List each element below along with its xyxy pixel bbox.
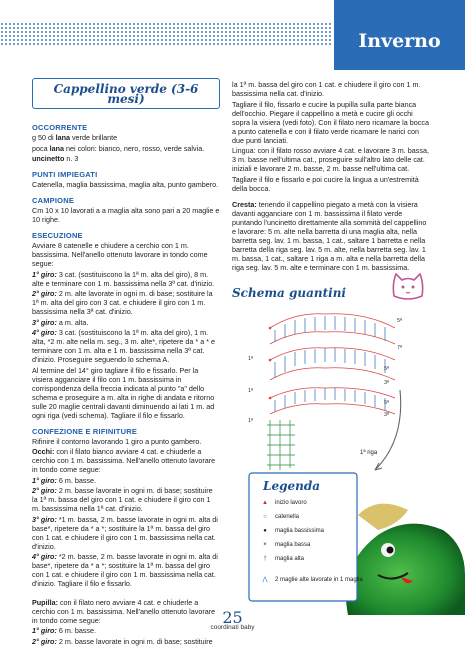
cresta-text: Cresta: tenendo il cappellino piegato a metà con la visiera davanti agganciare con 1 m. bassissima il filato verde puntando l'uncinetto direttamente alla sommità del cappellino e lavorare: 5 m. alte nella barretta di una maglia alta, nella barretta seg. lav. 1 m. bassa, 1 cat., saltare 1 barretta e nella barretta della riga seg. lav. 5 m. alte, nella barretta seg. lav. 1 m. bassa, 1 cat., saltare 1 riga a m. alta e nella barretta della riga seg. lav. 5 m. alte e terminare con 1 m. bassissima.: [232, 200, 427, 272]
esecuzione-intro: Avviare 8 catenelle e chiudere a cerchio con 1 m. bassissima. Nell'anello ottenuto lavorare in tondo come segue:: [32, 241, 208, 268]
punti-heading: PUNTI IMPIEGATI: [32, 170, 98, 179]
right-column: [232, 80, 432, 274]
legend-item: ● maglia bassissima: [258, 528, 324, 534]
esecuzione-row: 3° giro: a m. alta.: [32, 317, 89, 327]
campione-text: Cm 10 x 10 lavorati a a maglia alta sono pari a 20 maglie e 10 righe.: [32, 206, 220, 224]
crochet-chart: [255, 300, 415, 480]
chart-row-label: 5ª: [384, 400, 390, 406]
campione-heading: CAMPIONE: [32, 196, 75, 205]
legend-item: ▲ inizio lavoro: [258, 500, 307, 506]
chart-row-label: 1ª: [248, 418, 254, 424]
right-text: Tagliare il filo, fissarlo e cucire la pupilla sulla parte bianca dell'occhio. Piegare il cappellino a metà e cucire gli occhi sopra la visiera (vedi foto). Con il filato nero ricamare la bocca a punto catenella e con il filato verde ricamare le narici con due punti lanciati.: [232, 99, 429, 145]
riga-label: 1ª riga: [360, 450, 378, 456]
occhi-row: 2° giro: 2 m. basse lavorate in ogni m. di base; sostituire la 1ª m. bassa del giro con 1 cat. e chiudere il giro con 1 m. bassissima nella 1ª cat. d'inizio.: [32, 486, 213, 513]
esecuzione-row: 1° giro: 3 cat. (sostituiscono la 1ª m. alta del giro), 8 m. alte e terminare con 1 m. bassissima nella 3ª cat. d'inizio.: [32, 269, 215, 288]
section-title: Inverno: [358, 30, 441, 52]
pupilla-row: 2° giro: 2 m. basse lavorate in ogni m. di base; sostituire: [32, 636, 213, 646]
slip-stitch-icon: ●: [263, 528, 267, 534]
increase-icon: ⋀: [262, 577, 268, 583]
magazine-name: coordinati baby: [210, 624, 255, 631]
legend-title: Legenda: [263, 479, 320, 493]
legend-item: × maglia bassa: [258, 542, 310, 548]
chart-row-label: 3ª: [384, 380, 390, 386]
pupilla-text: Pupilla: con il filato nero avviare 4 cat. e chiuderle a cerchio con 1 m. bassissima. Nell'anello ottenuto lavorare in tondo come segue:: [32, 597, 216, 625]
right-text: Tagliare il filo e fissarlo e poi cucire la lingua a un'estremità della bocca.: [232, 174, 419, 193]
pupilla-row: 1° giro: 6 m. basse.: [32, 626, 96, 635]
occorrente-heading: OCCORRENTE: [32, 123, 88, 132]
occorrente-line: g 50 di lana verde brillante: [32, 133, 118, 142]
confezione-intro: Rifinire il contorno lavorando 1 giro a punto gambero.: [32, 436, 202, 446]
punti-text: Catenella, maglia bassissima, maglia alta, punto gambero.: [32, 180, 219, 189]
chart-row-label: 3ª: [384, 412, 390, 418]
page-number: 25: [222, 608, 243, 627]
legend-item: ⋀ 2 maglie alte lavorate in 1 maglia: [258, 576, 363, 583]
chart-row-label: 1ª: [248, 388, 254, 394]
single-crochet-icon: ×: [263, 542, 267, 548]
double-crochet-icon: †: [263, 556, 267, 562]
confezione-heading: CONFEZIONE E RIFINITURE: [32, 426, 138, 436]
chart-row-label: 5ª: [384, 366, 390, 372]
header-dot-pattern: [0, 22, 332, 46]
occhi-text: Occhi: con il filato bianco avviare 4 cat. e chiuderle a cerchio con 1 m. bassissima. Nell'anello ottenuto lavorare in tondo come segue:: [32, 447, 216, 474]
chart-row-label: 5ª: [397, 318, 403, 324]
start-icon: ▲: [262, 500, 268, 506]
occhi-row: 4° giro: *2 m. basse, 2 m. basse lavorate in ogni m. alta di base*, ripetere da * a *; sostituire la 1ª m. bassa del giro con 1 cat. e chiudere il giro con 1 m. bassissima nella cat. d'inizio. Tagliare il filo e fissarlo.: [32, 552, 218, 588]
chain-icon: ○: [263, 514, 267, 520]
chart-row-label: 7ª: [397, 345, 403, 351]
title-box: [32, 78, 220, 109]
esecuzione-row: 4° giro: 3 cat. (sostituiscono la 1ª m. alta del giro), 1 m. alta, *2 m. alte nella m. seg., 3 m. alte*, ripetere da * a * e terminare con 1 m. alta e 1 m. bassissima nella 3ª cat. d'inizio. Proseguire seguendo lo schema A.: [32, 328, 215, 364]
occhi-row: 3° giro: *1 m. bassa, 2 m. basse lavorate in ogni m. alta di base*, ripetere da * a *; sostituire la 1ª m. bassa del giro con 1 cat. e chiudere il giro con 1 m. bassissima nella cat. d'inizio.: [32, 514, 218, 551]
section-tab: [334, 0, 465, 70]
esecuzione-row: 2° giro: 2 m. alte lavorate in ogni m. di base; sostituire la 1ª m. alta del giro con 3 cat. e chiudere il giro con 1 m. bassissima nella 3ª cat. d'inizio.: [32, 289, 213, 316]
occhi-row: 1° giro: 6 m. basse.: [32, 475, 96, 485]
schema-title: Schema guantini: [232, 286, 346, 300]
legend-item: † maglia alta: [258, 556, 304, 562]
page-title: Cappellino verde (3-6 mesi): [53, 82, 199, 106]
occorrente-line: poca lana nei colori: bianco, nero, rosso, verde salvia.: [32, 143, 205, 153]
occorrente-line: uncinetto n. 3: [32, 154, 79, 163]
cat-icon: [388, 266, 428, 302]
esecuzione-heading: ESECUZIONE: [32, 231, 83, 240]
right-text: la 1ª m. bassa del giro con 1 cat. e chiudere il giro con 1 m. bassissima nella cat. d'inizio.: [232, 80, 421, 98]
esecuzione-end: Al termine del 14° giro tagliare il filo e fissarlo. Per la visiera agganciare il filo con 1 m. bassissima in corrispondenza della freccia indicata al punto "a" dello schema e proseguire a m. alta in righe di andata e ritorno sulle 20 maglie centrali davanti diminuendo ai lati 1 m. ad ogni riga (vedi schema). Tagliare il filo e fissarlo.: [32, 365, 215, 420]
chart-row-label: 1ª: [248, 356, 254, 362]
legend-item: ○ catenella: [258, 514, 299, 520]
left-column: [32, 72, 220, 647]
right-text: Lingua: con il filato rosso avviare 4 cat. e lavorare 3 m. bassa, 3 m. basse nell'ultima cat., proseguire sull'altro lato delle cat. iniziali e lavorare 2 m. basse, 2 m. basse nell'ultima cat.: [232, 146, 429, 173]
